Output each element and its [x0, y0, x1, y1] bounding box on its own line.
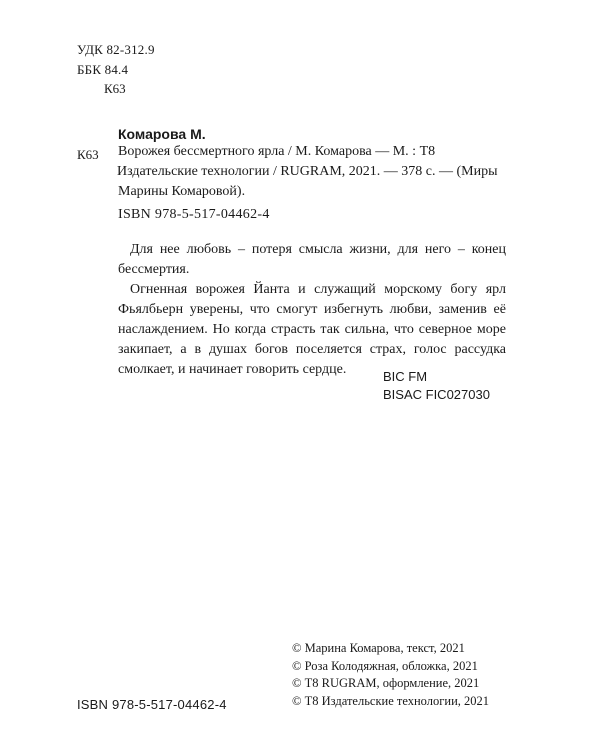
biblio-line-1: Ворожея бессмертного ярла / М. Комарова — М. : Т8	[118, 144, 436, 159]
bbk-code: ББК 84.4	[77, 62, 129, 77]
bisac-code: BISAC FIC027030	[383, 387, 490, 402]
biblio-line-2: Издательские технологии / RUGRAM, 2021. — 378 с. — (Миры	[117, 164, 498, 179]
annotation-paragraph-1: Для нее любовь – потеря смысла жизни, для него – конец бессмертия.	[118, 242, 506, 277]
isbn-main: ISBN 978-5-517-04462-4	[118, 207, 270, 222]
annotation-paragraph-2: Огненная ворожея Йанта и служащий морскому богу ярл Фьялбьерн уверены, что смогут избегнуть любви, заменив её наслаждением. Но когда страсть так сильна, что северное море закипает, а в душах богов поселяется страх, голос рассудка смолкает, и начинает говорить сердце.	[118, 282, 506, 377]
copyright-cover: © Роза Колодяжная, обложка, 2021	[292, 658, 478, 673]
author-name: Комарова М.	[118, 126, 206, 142]
copyright-design: © Т8 RUGRAM, оформление, 2021	[292, 676, 480, 690]
copyright-text: © Марина Комарова, текст, 2021	[292, 641, 465, 655]
copyright-block	[292, 640, 489, 710]
isbn-footer: ISBN 978-5-517-04462-4	[77, 697, 227, 712]
side-author-mark: К63	[77, 147, 99, 162]
biblio-line-3: Марины Комаровой).	[118, 184, 246, 199]
bic-code: BIC FM	[383, 369, 428, 384]
annotation	[118, 240, 506, 380]
bibliographic-description	[118, 142, 498, 202]
author-mark-code: К63	[104, 81, 126, 96]
copyright-publisher: © Т8 Издательские технологии, 2021	[292, 693, 490, 708]
udk-code: УДК 82-312.9	[77, 42, 155, 57]
